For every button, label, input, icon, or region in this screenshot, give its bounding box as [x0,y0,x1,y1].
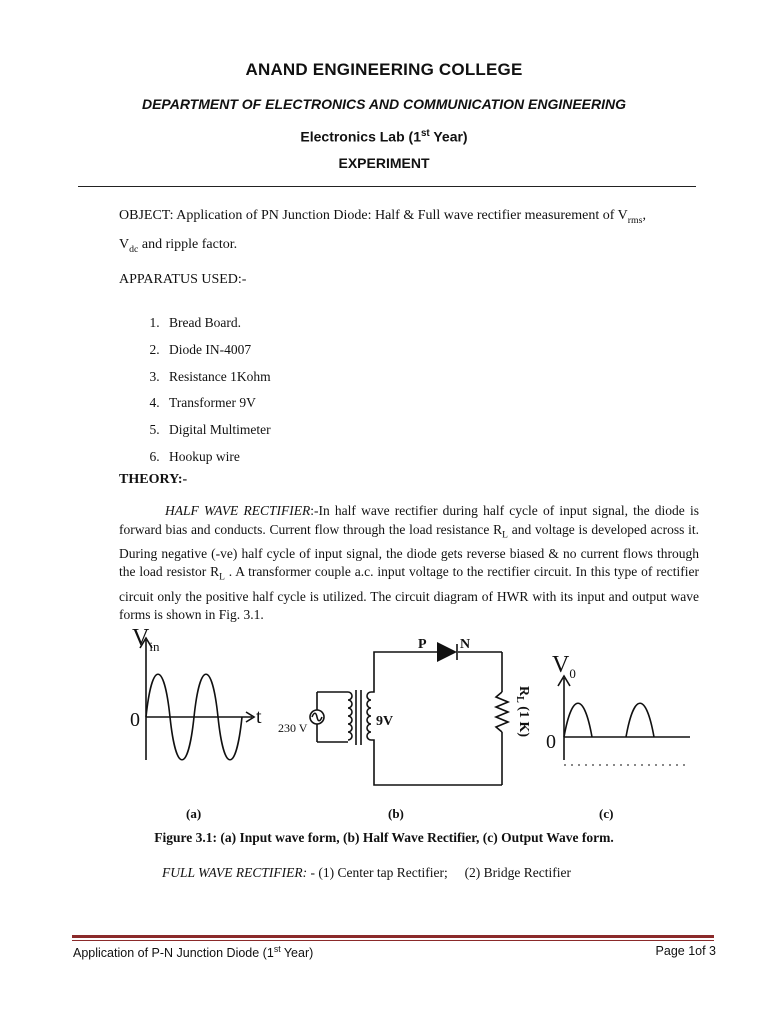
hwr-figure [112,620,702,850]
rl-label: $R_L$ (1 K) [514,686,531,738]
zero-label: 0 [130,709,140,731]
panel-a-label: (a) [186,806,202,821]
list-item: 1. Bread Board. [163,310,271,337]
apparatus-heading: APPARATUS USED:- [119,272,247,287]
panel-b-label: (b) [388,806,404,821]
header-divider [78,186,696,187]
list-item: 5. Digital Multimeter [163,417,271,444]
t-label: t [256,706,262,728]
lab-title: Electronics Lab (1st Year) [300,128,468,145]
list-item: 4. Transformer 9V [163,390,271,417]
experiment-title: EXPERIMENT [338,155,430,171]
zero-label-out: 0 [546,731,556,753]
footer-rule [72,935,714,938]
apparatus-list [119,310,271,471]
department-title: DEPARTMENT OF ELECTRONICS AND COMMUNICATION ENGINEERING [141,96,627,112]
page-number: Page 1of 3 [655,944,716,958]
theory-paragraph: HALF WAVE RECTIFIER:-In half wave rectifier during half cycle of input signal, the diode is forward bias and conducts. Current flow through the load resistance $R_L$ and voltage is developed across it. During negative (-ve) half cycle of input signal, the diode gets reverse biased & no current flows through the load resistor $R_L$ . A transformer couple a.c. input voltage to the rectifier circuit. In this type of rectifier circuit only the positive half cycle is utilized. The circuit diagram of HWR with its input and output wave forms is shown in Fig. 3.1. [119,503,699,623]
n-label: N [460,637,471,652]
p-label: P [418,637,427,652]
theory-heading: THEORY:- [119,472,188,487]
panel-c-label: (c) [599,806,614,821]
figure-caption: Figure 3.1: (a) Input wave form, (b) Half Wave Rectifier, (c) Output Wave form. [154,830,614,845]
secondary-label: 9V [376,714,394,729]
source-label: 230 V [278,721,308,735]
vin-label: $V_{in}$ [132,625,160,654]
list-item: 2. Diode IN-4007 [163,337,271,364]
footer-title: Application of P-N Junction Diode (1st Year) [73,944,314,961]
fwr-line: FULL WAVE RECTIFIER: - (1) Center tap Rectifier; (2) Bridge Rectifier [162,865,572,880]
footer-rule-thin [72,940,714,941]
object-paragraph: OBJECT: Application of PN Junction Diode: Half & Full wave rectifier measurement of $V_{rms}$, $V_{dc}$ and ripple factor. [119,208,646,255]
list-item: 6. Hookup wire [163,444,271,471]
vo-label: $V_0$ [552,652,576,681]
list-item: 3. Resistance 1Kohm [163,364,271,391]
college-title: ANAND ENGINEERING COLLEGE [245,60,523,79]
